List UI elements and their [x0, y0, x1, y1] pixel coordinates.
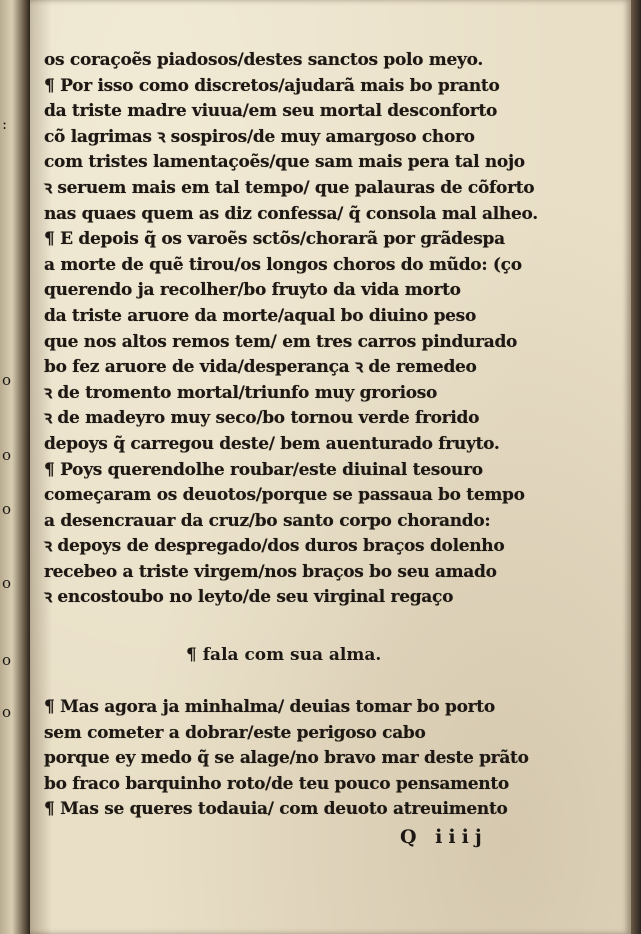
- verse-line: ¶ E depois q̃ os varoẽs sctõs/chorarã por grãdespa: [44, 229, 505, 250]
- section-verse-block: [44, 695, 604, 823]
- signature-mark: Q iiij: [400, 826, 488, 848]
- verse-line: ꝛ de tromento mortal/triunfo muy groriosо: [44, 382, 438, 403]
- verse-line: bo fraco barquinho roto/de teu pouco pensamento: [44, 773, 509, 794]
- margin-stub: o: [2, 703, 12, 721]
- verse-line: da triste madre viuua/em seu mortal desconforto: [44, 101, 498, 122]
- section-heading: ¶ fala com sua alma.: [186, 645, 382, 665]
- verse-line: os coraçoẽs piadosos/destes sanctos polo meyo.: [44, 50, 483, 70]
- verse-line: ¶ Mas agora ja minhalma/ deuias tomar bo porto: [44, 697, 495, 717]
- verse-line: a desencrauar da cruz/bo santo corpo chorando:: [44, 510, 491, 531]
- verse-line: sem cometer a dobrar/este perigoso cabo: [44, 722, 426, 743]
- verse-line: querendo ja recolher/bo fruyto da vida morto: [44, 280, 461, 301]
- verse-line: ꝛ de madeyro muy seco/bo tornou verde frorido: [44, 408, 480, 429]
- verse-line: ¶ Por isso como discretos/ajudarã mais bo pranto: [44, 75, 500, 96]
- verse-line: que nos altos remos tem/ em tres carros pindurado: [44, 331, 518, 352]
- margin-stub: :: [2, 115, 8, 133]
- verse-line: com tristes lamentaçoẽs/que sam mais pera tal nojo: [44, 152, 525, 173]
- verse-line: da triste aruore da morte/aqual bo diuino peso: [44, 305, 476, 326]
- margin-stub: o: [2, 574, 12, 592]
- verse-block: [44, 48, 604, 611]
- verse-line: ¶ Mas se queres todauia/ com deuoto atreuimento: [44, 799, 508, 820]
- verse-line: porque ey medo q̃ se alage/no bravo mar deste prãto: [44, 748, 529, 769]
- margin-stub: o: [2, 651, 12, 669]
- verse-line: bo fez aruore de vida/desperança ꝛ de remedeo: [44, 357, 477, 378]
- margin-stub: o: [2, 371, 12, 389]
- previous-page-edge: [0, 0, 30, 934]
- verse-line: depoys q̃ carregou deste/ bem auenturado fruyto.: [44, 433, 500, 454]
- verse-line: ¶ Poys querendolhe roubar/este diuinal tesouro: [44, 459, 483, 480]
- verse-line: a morte de quẽ tirou/os longos choros do mũdo: (ço: [44, 254, 522, 275]
- verse-line: ꝛ seruem mais em tal tempo/ que palauras de cõforto: [44, 177, 535, 198]
- page-leaf: [30, 0, 631, 934]
- page-right-edge: [631, 0, 641, 934]
- verse-line: ꝛ depoys de despregado/dos duros braços dolenho: [44, 536, 505, 557]
- verse-line: ꝛ encostoubo no leyto/de seu virginal regaço: [44, 587, 454, 608]
- verse-line: cõ lagrimas ꝛ sospiros/de muy amargoso choro: [44, 126, 475, 147]
- verse-line: começaram os deuotos/porque se passaua bo tempo: [44, 485, 525, 506]
- verse-line: recebeo a triste virgem/nos braços bo seu amado: [44, 561, 497, 582]
- verse-line: nas quaes quem as diz confessa/ q̃ consola mal alheo.: [44, 203, 538, 224]
- margin-stub: o: [2, 446, 12, 464]
- margin-stub: o: [2, 500, 12, 518]
